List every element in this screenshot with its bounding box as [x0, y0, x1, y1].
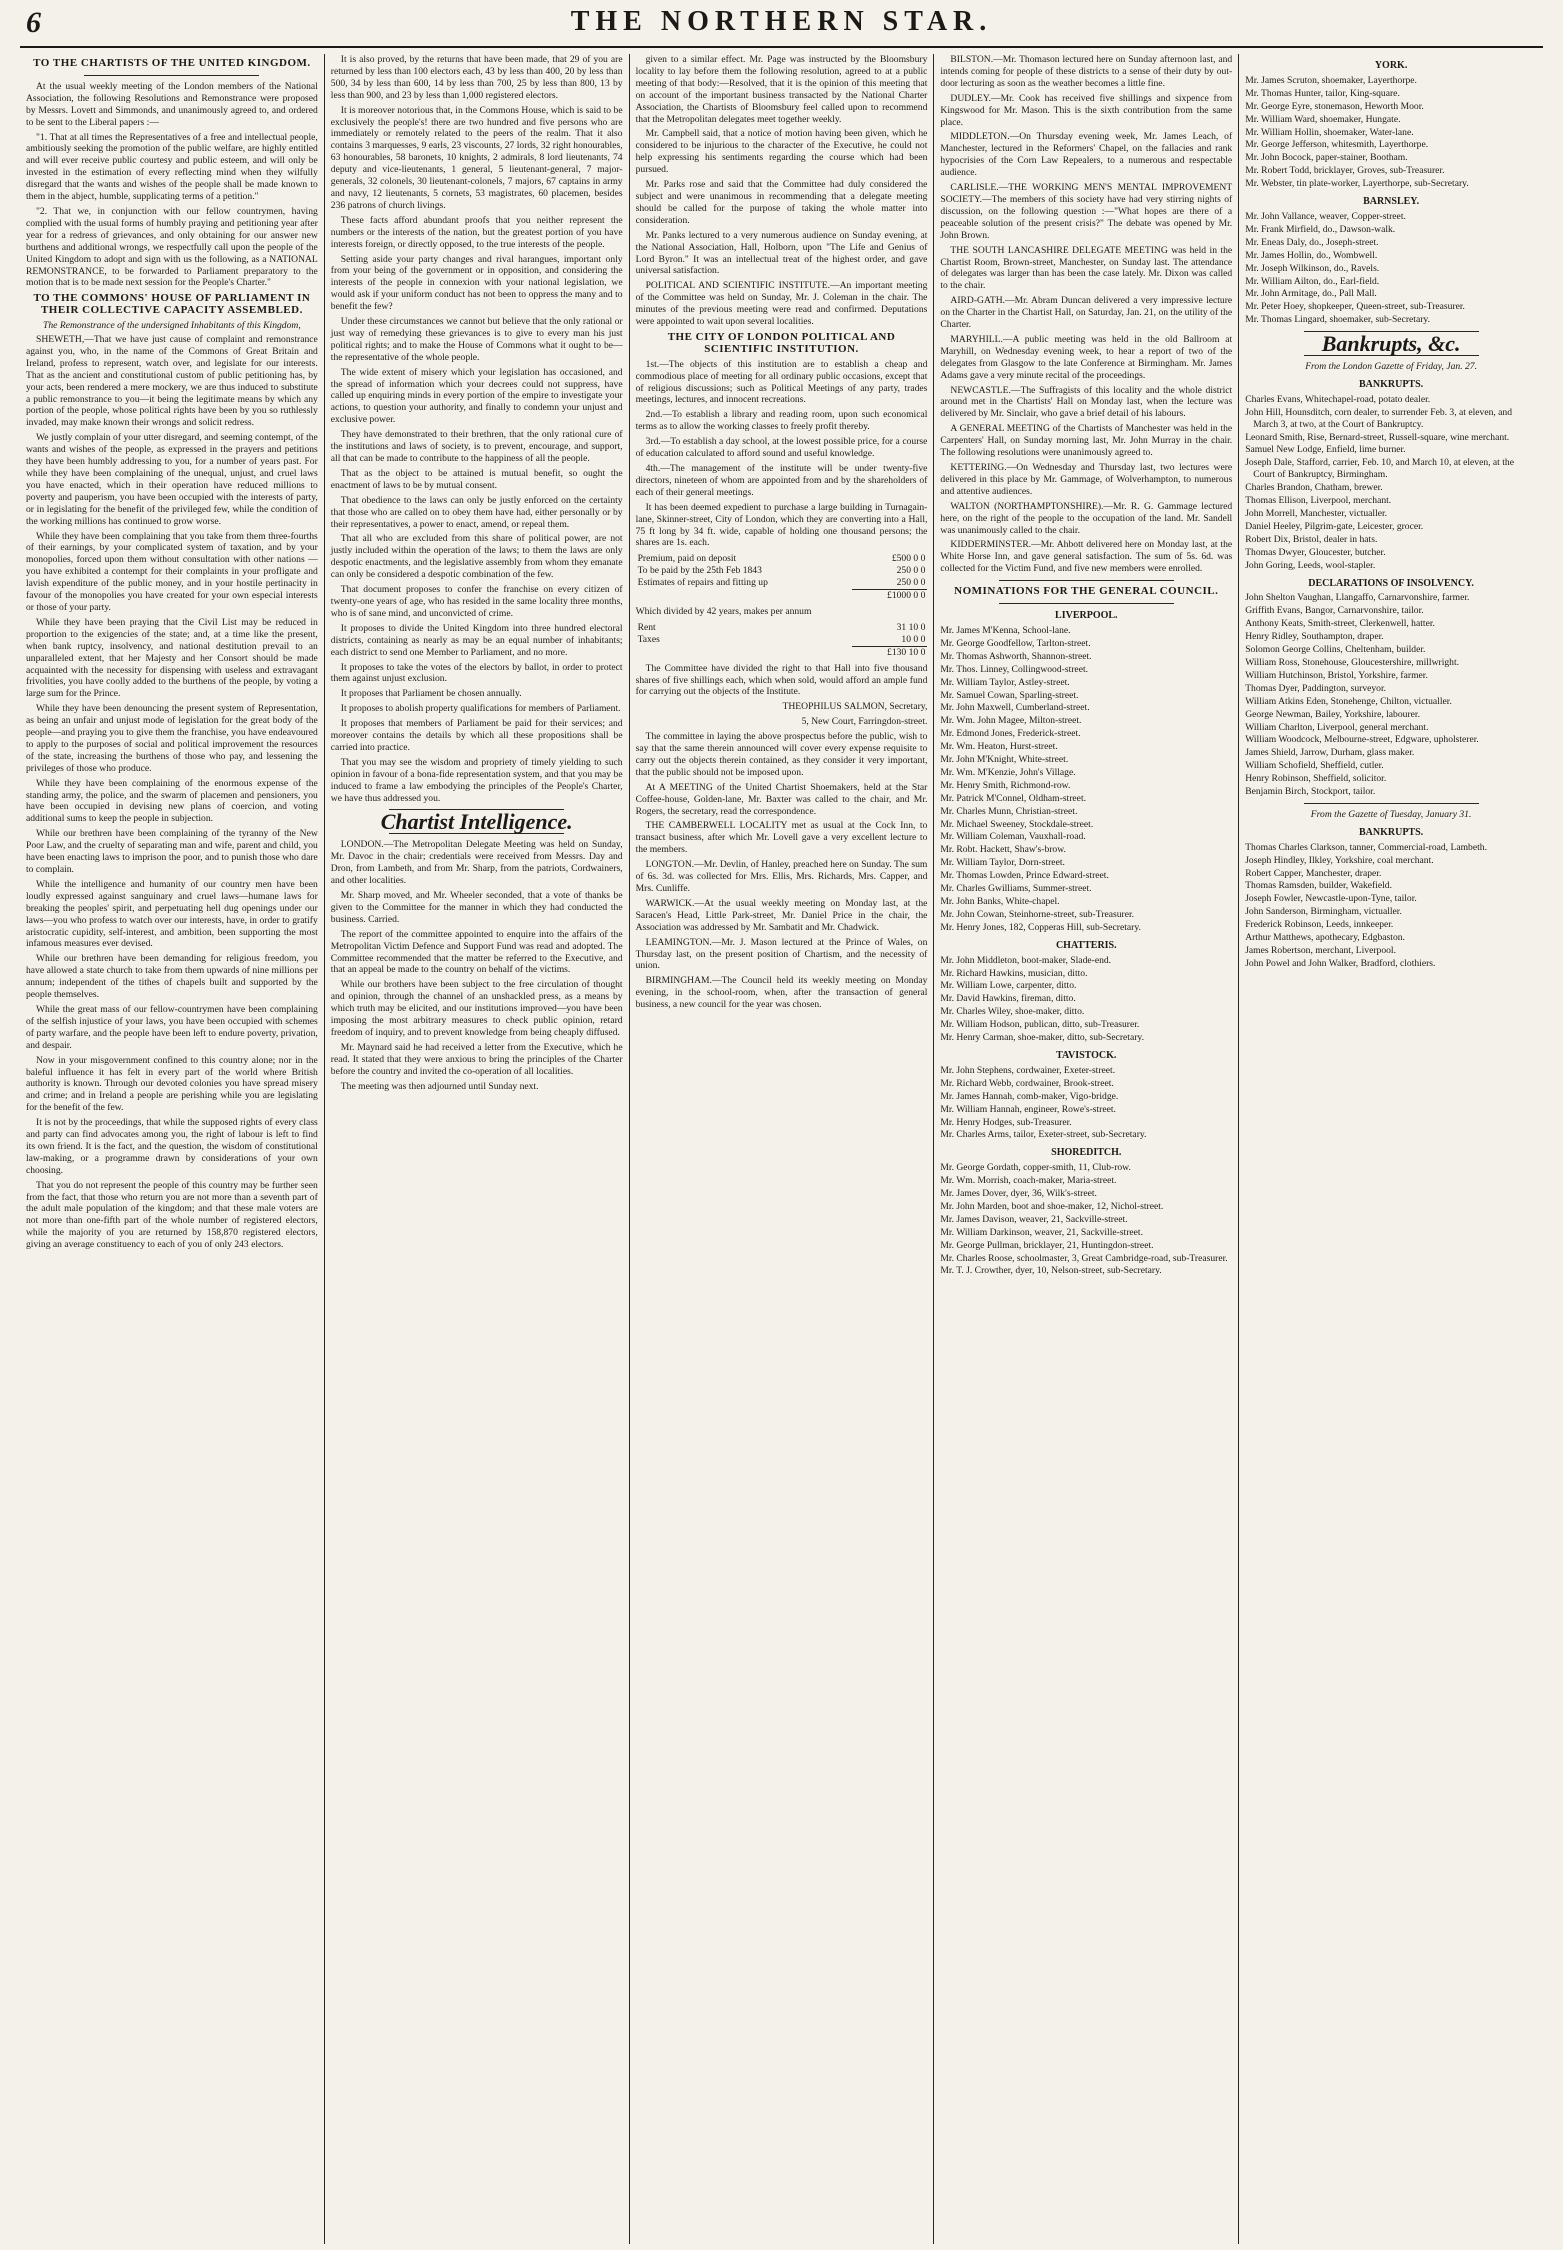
paragraph: The wide extent of misery which your legislation has occasioned, and the spread of information which your decrees could not suppress, have called up enquiring minds in every portion of the empire to investigate your actions, to question your authority, and finally to condemn your unjust and exclusive power. [330, 366, 623, 426]
nomination-list [1245, 211, 1537, 326]
nominee: Mr. John Stephens, cordwainer, Exeter-street. [940, 1064, 1116, 1076]
row-amount: 250 0 0 [896, 565, 926, 577]
list-heading: BARNSLEY. [1363, 196, 1420, 208]
bankrupt-entry: Joseph Fowler, Newcastle-upon-Tyne, tailor. [1245, 893, 1417, 905]
paragraph: At the usual weekly meeting of the London members of the National Association, the following Resolutions and Remonstrance were proposed by Messrs. Lovett and Simmonds, and unanimously agreed to, and ordered to be sent to the Liberal papers :— [26, 80, 318, 128]
row-label: Rent [637, 621, 656, 633]
paragraph: CARLISLE.—THE WORKING MEN'S MENTAL IMPROVEMENT SOCIETY.—The members of this society have had very stirring nights of discussion, on the following question :—"What hopes are there of a peaceable solution of the present crisis?" The debate was opened by Mr. John Brown. [940, 182, 1233, 241]
insolvency-entry: James Shield, Jarrow, Durham, glass maker. [1245, 747, 1415, 759]
insolvency-entry: William Hutchinson, Bristol, Yorkshire, farmer. [1245, 669, 1428, 681]
nominee: Mr. Peter Hoey, shopkeeper, Queen-street, sub-Treasurer. [1245, 301, 1465, 313]
column-3 [630, 54, 935, 2244]
paragraph: That all who are excluded from this share of political power, are not justly included within the operation of the laws; to them the laws are only despotic enactments, and the legislative assembly from whom they emanate can only be considered a despotic combination of the few. [330, 533, 623, 581]
paragraph: It is not by the proceedings, that while the supposed rights of every class and party can find advocates among you, the right of labour is left to find its own friend. It is the fact, and the question, the wisdom of constitutional law-making, or a programme drawn by considerations of your own choosing. [26, 1117, 318, 1176]
nominee: Mr. James Hannah, comb-maker, Vigo-bridge. [940, 1090, 1119, 1102]
row-label: Premium, paid on deposit [637, 553, 737, 565]
divider [1304, 803, 1479, 804]
bankrupt-entry: Thomas Dwyer, Gloucester, butcher. [1245, 546, 1386, 558]
paragraph: While they have been complaining that you take from them three-fourths of their earnings, by your complicated system of taxation, and by your monopolies, forced upon them without consultation with other nations —you have exhibited a contempt for their complaints in your profligate and lavish expenditure of the public money, and in your hostile pertinacity in favour of the monopolies you have created for your own especial interests or those of your party. [26, 530, 318, 613]
paragraph: While the intelligence and humanity of our country men have been loudly expressed against sanguinary and cruel laws—humane laws for breaking the peoples' spirit, and perpetuating hell dug openings under our laws—you who profess to watch over our interests, have, in order to gratify aristocratic cupidity, self-interest, and ambition, been supporting the most infamous measures ever devised. [26, 878, 318, 950]
bankrupt-list [1245, 394, 1537, 572]
insolvency-entry: Benjamin Birch, Stockport, tailor. [1245, 786, 1376, 798]
nominee: Mr. Henry Hodges, sub-Treasurer. [940, 1116, 1072, 1128]
divider [999, 580, 1174, 581]
row-amount: 31 10 0 [896, 621, 926, 633]
table-row [636, 622, 928, 634]
column-5 [1239, 54, 1543, 2244]
nominee: Mr. Thomas Lingard, shoemaker, sub-Secretary. [1245, 314, 1430, 326]
paragraph: That you may see the wisdom and propriety of timely yielding to such opinion in favour of a bona-fide representation system, and that you may be induced to frame a law embodying the principles of the People's Charter, we have thus addressed you. [330, 756, 623, 804]
bankrupt-list [1245, 842, 1537, 970]
nominee: Mr. Thomas Ashworth, Shannon-street. [940, 650, 1092, 662]
paragraph: 2nd.—To establish a library and reading room, upon such economical terms as to allow the working classes to freely profit thereby. [635, 409, 928, 433]
insolvency-entry: George Newman, Bailey, Yorkshire, labourer. [1245, 708, 1420, 720]
paragraph: THE CAMBERWELL LOCALITY met as usual at the Cock Inn, to transact business, after which Mr. Lovell gave a very excellent lecture to the members. [635, 820, 928, 856]
bankrupt-entry: Frederick Robinson, Leeds, innkeeper. [1245, 919, 1394, 931]
row-label: Estimates of repairs and fitting up [637, 577, 768, 589]
nomination-list [940, 625, 1232, 934]
insolvency-entry: Thomas Dyer, Paddington, surveyor. [1245, 682, 1387, 694]
bankrupt-entry: John Sanderson, Birmingham, victualler. [1245, 906, 1402, 918]
article-heading: NOMINATIONS FOR THE GENERAL COUNCIL. [954, 585, 1219, 598]
nomination-list [940, 955, 1232, 1044]
nominee: Mr. George Goodfellow, Tarlton-street. [940, 637, 1091, 649]
nominee: Mr. James Dover, dyer, 36, Wilk's-street. [940, 1188, 1097, 1200]
bankrupt-entry: John Morrell, Manchester, victualler. [1245, 508, 1388, 519]
nominee: Mr. John Vallance, weaver, Copper-street. [1245, 210, 1406, 222]
row-amount: 10 0 0 [901, 633, 926, 645]
paragraph: WALTON (NORTHAMPTONSHIRE).—Mr. R. G. Gammage lectured here, on the right of the people to the occupation of the land. Mr. Sandell was unanimously called to the chair. [940, 500, 1233, 536]
paragraph: POLITICAL AND SCIENTIFIC INSTITUTE.—An important meeting of the Committee was held on Sunday, Mr. J. Coleman in the chair. The minutes of the previous meeting were read and confirmed. Deputations were appointed to wait upon several localities. [635, 280, 928, 328]
nominee: Mr. Thomas Lowden, Prince Edward-street. [940, 870, 1109, 882]
list-heading: SHOREDITCH. [1051, 1147, 1122, 1159]
insolvency-entry: Henry Ridley, Southampton, draper. [1245, 631, 1384, 643]
gazette-source: From the London Gazette of Friday, Jan. 27. [1305, 361, 1477, 373]
list-heading: CHATTERIS. [1055, 939, 1117, 951]
nominee: Mr. Thomas Hunter, tailor, King-square. [1245, 87, 1400, 99]
nominee: Mr. Edmond Jones, Frederick-street. [940, 728, 1081, 740]
nominee: Mr. Richard Hawkins, musician, ditto. [940, 967, 1088, 979]
bankrupt-entry: John Goring, Leeds, wool-stapler. [1245, 559, 1376, 571]
paragraph: Under these circumstances we cannot but believe that the only rational or just way of remedying these grievances is to give to every man his just political rights; and to make the House of Commons what it ought to be—the representative of the whole people. [330, 316, 623, 363]
list-heading: YORK. [1374, 60, 1408, 71]
paragraph: That you do not represent the people of this country may be further seen from the fact, that those who return you are not more than a seventh part of the adult male population of the kingdom; and that these male voters are not more than one-fifth part of the whole number of registered electors, while the majority of you are returned by 158,870 registered electors, giving an average constituency to each of you of only 243 electors. [26, 1179, 318, 1251]
section-title: Bankrupts, &c. [1321, 331, 1461, 357]
paragraph: While our brethren have been demanding for religious freedom, you have allowed a state church to take from them upwards of nine millions per annum; independent of the tithes of chapels built and supported by the people themselves. [26, 953, 318, 1001]
nominee: Mr. Samuel Cowan, Sparling-street. [940, 689, 1079, 701]
nominee: Mr. George Jefferson, whitesmith, Layerthorpe. [1245, 139, 1429, 151]
nomination-list [1245, 75, 1537, 190]
paragraph: While they have been denouncing the present system of Representation, as being an unfair and unjust mode of legislation for the great body of the people—and praying you to give them the franchise, you have endeavoured to apply to the purposes of social and political improvement the resources of the state, increasing the burthens of those who pay, and lessening the privileges of those who produce. [26, 703, 318, 774]
paragraph: That obedience to the laws can only be justly enforced on the certainty that those who are called on to obey them have had, either personally or by their representatives, a power to enact, amend, or repeal them. [330, 494, 623, 530]
nominee: Mr. Webster, tin plate-worker, Layerthorpe, sub-Secretary. [1245, 178, 1469, 190]
paragraph: LONDON.—The Metropolitan Delegate Meeting was held on Sunday, Mr. Davoc in the chair; credentials were received from Messrs. Day and Dron, from Lambeth, and from Mr. Sharp, from the patriots, Cordwainers, and other localities. [330, 839, 623, 887]
nominee: Mr. William Coleman, Vauxhall-road. [940, 831, 1086, 843]
paragraph: LONGTON.—Mr. Devlin, of Hanley, preached here on Sunday. The sum of 6s. 3d. was collected for Mrs. Ellis, Mrs. Richards, Mrs. Capper, and Mrs. Cunliffe. [635, 859, 928, 894]
nominee: Mr. James Scruton, shoemaker, Layerthorpe. [1245, 74, 1417, 86]
paragraph: AIRD-GATH.—Mr. Abram Duncan delivered a very impressive lecture on the Charter in the Chartist Hall, on Saturday, Jan. 21, on the utility of the Charter. [940, 295, 1233, 331]
nominee: Mr. John Cowan, Steinhorne-street, sub-Treasurer. [940, 908, 1135, 920]
nominee: Mr. Henry Carman, shoe-maker, ditto, sub-Secretary. [940, 1032, 1144, 1044]
nominee: Mr. John Armitage, do., Pall Mall. [1245, 288, 1377, 300]
estimate-note: Which divided by 42 years, makes per annum [635, 605, 812, 617]
column-2 [325, 54, 630, 2244]
list-heading: TAVISTOCK. [1056, 1049, 1117, 1061]
paragraph: While they have been praying that the Civil List may be reduced in proportion to the exigencies of the state; and, at a time like the present, when bank ruptcy, insolvency, and national destitution prevail to an unparalleled extent, that her Majesty and her Consort should be made acquainted with the necessity for dispensing with useless and extravagant frivolities, you have coolly added to the burthens of the people, by voting a large sum for the Prince. [26, 616, 318, 700]
insolvency-entry: Solomon George Collins, Cheltenham, builder. [1245, 644, 1426, 656]
paragraph: Mr. Panks lectured to a very numerous audience on Sunday evening, at the National Association, Hall, Holborn, upon "The Life and Genius of Lord Byron." It was an intellectual treat of the highest order, and gave universal satisfaction. [635, 229, 928, 277]
nominee: Mr. James Davison, weaver, 21, Sackville-street. [940, 1213, 1128, 1225]
paragraph: MIDDLETON.—On Thursday evening week, Mr. James Leach, of Manchester, lectured in the Reformers' Chapel, on the fallacies and rank hypocrisies of the Corn Law Repealers, to a numerous and respectable audience. [940, 131, 1233, 179]
divider [999, 603, 1174, 604]
paragraph: 1st.—The objects of this institution are to establish a cheap and commodious place of meeting for all ordinary public occasions, except that of religious discussions; such as Political Meetings of any party, trades meetings, lectures, and innocent recreations. [635, 358, 928, 406]
nominee: Mr. Thos. Linney, Collingwood-street. [940, 663, 1089, 675]
column-1 [20, 54, 325, 2244]
bankrupt-entry: Thomas Ellison, Liverpool, merchant. [1245, 495, 1392, 507]
bankrupt-entry: James Robertson, merchant, Liverpool. [1245, 945, 1396, 956]
paragraph: BIRMINGHAM.—The Council held its weekly meeting on Monday evening, in the school-room, when, after the transaction of general business, a new council for the year was chosen. [635, 975, 928, 1011]
nominee: Mr. John Middleton, boot-maker, Slade-end. [940, 954, 1112, 966]
insolvency-entry: Henry Robinson, Sheffield, solicitor. [1245, 773, 1387, 785]
paragraph: While the great mass of our fellow-countrymen have been complaining of the selfish injustice of your laws, you have been occupied with schemes of party warfare, and the people have been left to endure poverty, privation, and despair. [26, 1003, 318, 1051]
nominee: Mr. Eneas Daly, do., Joseph-street. [1245, 236, 1379, 248]
list-heading: LIVERPOOL. [1055, 610, 1118, 622]
insolvency-entry: William Charlton, Liverpool, general merchant. [1245, 721, 1429, 733]
paragraph: While our brothers have been subject to the free circulation of thought and opinion, through the channel of an unshackled press, as a means by which truth may be elicited, and our institutions improved—you have been imposing the most arbitrary measures to check public opinion, retard freedom of inquiry, and to prevent knowledge from being cheaply diffused. [330, 979, 623, 1038]
nominee: Mr. John M'Knight, White-street. [940, 754, 1069, 766]
paragraph: That as the object to be attained is mutual benefit, so ought the enactment of laws to be by mutual consent. [330, 467, 623, 491]
insolvency-entry: William Atkins Eden, Stonehenge, Chilton, victualler. [1245, 695, 1452, 707]
nomination-list [940, 1162, 1232, 1277]
paragraph: NEWCASTLE.—The Suffragists of this locality and the whole district around met in the Chartists' Hall on Monday last, when the lecture was delivered by Mr. Sinclair, who gave a brief detail of his labours. [940, 384, 1233, 420]
signature: THEOPHILUS SALMON, Secretary, [782, 701, 928, 713]
column-4 [934, 54, 1239, 2244]
insolvency-entry: William Schofield, Sheffield, cutler. [1245, 760, 1384, 772]
paragraph: WARWICK.—At the usual weekly meeting on Monday last, at the Saracen's Head, Little Park-street, Mr. Daniel Price in the chair, the Association was addressed by Mr. Sambatit and Mr. Chadwick. [635, 897, 928, 933]
paragraph: "2. That we, in conjunction with our fellow countrymen, having complied with the usual forms of humbly praying and petitioning year after year for a redress of grievances, and only obtaining for our answer new burthens and additional wrongs, we respectfully call upon the people of the United Kingdom to adopt and sign with us the following, as a NATIONAL REMONSTRANCE, to be forwarded to Parliament preparatory to the motion that is to be made next session for the People's Charter." [26, 205, 318, 289]
insolvency-entry: Anthony Keats, Smith-street, Clerkenwell, hatter. [1245, 618, 1435, 630]
paragraph: BILSTON.—Mr. Thomason lectured here on Sunday afternoon last, and intends coming for people of these districts to a sense of their duty by out-door lecturing as soon as the weather becomes a little fine. [940, 54, 1233, 89]
bankrupt-entry: Leonard Smith, Rise, Bernard-street, Russell-square, wine merchant. [1245, 431, 1510, 443]
bankrupt-entry: Thomas Ramsden, builder, Wakefield. [1245, 880, 1392, 892]
nominee: Mr. John Marden, boot and shoe-maker, 12, Nichol-street. [940, 1200, 1164, 1212]
insolvency-entry: Griffith Evans, Bangor, Carnarvonshire, tailor. [1245, 605, 1424, 617]
paragraph: "1. That at all times the Representatives of a free and intellectual people, ambitiously seeking the promotion of the public welfare, are highly entitled and will ever receive public courtesy and public esteem, and will only be invested in the estimation of every reflecting mind when they wilfully disregard that the wants and wishes of the people shall be made known to them in the abject, humble, supplicating terms of a petition." [26, 131, 318, 203]
article-heading: TO THE CHARTISTS OF THE UNITED KINGDOM. [33, 57, 311, 69]
paragraph: SHEWETH,—That we have just cause of complaint and remonstrance against you, who, in the name of the Commons of Great Britain and Ireland, profess to represent, watch over, and legislate for our interests. That as the ancient and constitutional custom of public petitioning has, by your acts, been rendered a mere mockery, we are thus induced to substitute a public remonstrance to you—it being the legitimate means by which any portion of the people, whose political rights have been by you so ruthlessly invaded, may make known their wrongs and solicit redress. [26, 334, 318, 429]
nominee: Mr. William Darkinson, weaver, 21, Sackville-street. [940, 1226, 1143, 1238]
paragraph: It proposes that Parliament be chosen annually. [340, 688, 522, 700]
paragraph: MARYHILL.—A public meeting was held in the old Ballroom at Maryhill, on Wednesday evening week, to hear a report of two of the delegates from Glasgow to the late Conference at Birmingham. Mr. James Adams gave a very minute recital of the proceedings. [940, 333, 1233, 381]
list-heading: DECLARATIONS OF INSOLVENCY. [1308, 577, 1474, 589]
nominee: Mr. James M'Kenna, School-lane. [940, 624, 1071, 636]
table-row [636, 565, 928, 577]
nominee: Mr. Patrick M'Connel, Oldham-street. [940, 792, 1087, 804]
paragraph: They have demonstrated to their brethren, that the only rational cure of the institutions and laws of society, is to prevent, encourage, and support, all that can be made to contribute to the happiness of all the people. [330, 429, 623, 464]
nominee: Mr. Joseph Wilkinson, do., Ravels. [1245, 262, 1380, 274]
paragraph: It is also proved, by the returns that have been made, that 29 of you are returned by less than 100 electors each, 43 by less than 400, 20 by less than 500, 34 by less than 600, 14 by less than 700, 25 by less than 800, 13 by less than 900, and 23 by less than 1,000 registered electors. [330, 54, 623, 101]
paragraph: KIDDERMINSTER.—Mr. Ahbott delivered here on Monday last, at the White Horse Inn, and gave general satisfaction. The sum of 5s. 6d. was collected for the Victim Fund, and five new members were enrolled. [940, 539, 1233, 575]
gazette-source: From the Gazette of Tuesday, January 31. [1310, 808, 1472, 820]
nominee: Mr. John Bocock, paper-stainer, Bootham. [1245, 152, 1408, 164]
paragraph: KETTERING.—On Wednesday and Thursday last, two lectures were delivered in this place by Mr. Gammage, of Wolverhampton, to numerous and attentive audiences. [940, 462, 1233, 497]
insolvency-entry: William Woodcock, Melbourne-street, Edgware, upholsterer. [1245, 734, 1479, 746]
paragraph: Mr. Campbell said, that a notice of motion having been given, which he considered to be injurious to the character of the Executive, he could not help expressing his sentiments regarding the course which had been pursued. [635, 128, 928, 176]
paragraph: given to a similar effect. Mr. Page was instructed by the Bloomsbury locality to lay before them the following resolution, agreed to at a public meeting of that body:—Resolved, that it is the opinion of this meeting that on account of the important business transacted by the National Charter Association, the Chartists of Bloomsbury feel called upon to recommend that the Metropolitan delegates meet together weekly. [635, 54, 928, 125]
estimate-total: £1000 0 0 [852, 590, 928, 602]
nominee: Mr. William Ward, shoemaker, Hungate. [1245, 113, 1401, 125]
nominee: Mr. Wm. Morrish, coach-maker, Maria-street. [940, 1175, 1117, 1187]
paragraph: 3rd.—To establish a day school, at the lowest possible price, for a course of education calculated to afford sound and useful knowledge. [635, 436, 928, 460]
row-amount: 250 0 0 [896, 577, 926, 589]
list-heading: BANKRUPTS. [1358, 826, 1424, 838]
list-heading: BANKRUPTS. [1358, 378, 1424, 390]
row-label: To be paid by the 25th Feb 1843 [637, 565, 762, 577]
paragraph: It proposes to divide the United Kingdom into three hundred electoral districts, containing as nearly as may be an equal number of inhabitants; each district to send one Member to Parliament, and no more. [330, 622, 623, 658]
nominee: Mr. William Ailton, do., Earl-field. [1245, 275, 1380, 287]
nominee: Mr. William Taylor, Astley-street. [940, 676, 1070, 688]
nominee: Mr. William Taylor, Dorn-street. [940, 857, 1065, 869]
divider [84, 75, 259, 76]
section-title: Chartist Intelligence. [380, 809, 573, 835]
newspaper-title: THE NORTHERN STAR. [570, 6, 993, 37]
paragraph: These facts afford abundant proofs that you neither represent the numbers or the interests of the nation, but the greatest portion of you have interests foreign, or directly opposed, to the true interests of the people. [330, 214, 623, 250]
paragraph: A GENERAL MEETING of the Chartists of Manchester was held in the Carpenters' Hall, on Sunday morning last, Mr. John Murray in the chair. The following resolutions were unanimously agreed to. [940, 423, 1233, 459]
estimate-table [636, 553, 928, 602]
nominee: Mr. Charles Gwilliams, Summer-street. [940, 883, 1092, 895]
insolvency-entry: William Ross, Stonehouse, Gloucestershire, millwright. [1245, 656, 1460, 668]
annual-total: £130 10 0 [852, 646, 928, 658]
columns [20, 54, 1543, 2244]
nominee: Mr. James Hollin, do., Wombwell. [1245, 249, 1378, 261]
nominee: Mr. Richard Webb, cordwainer, Brook-street. [940, 1077, 1114, 1089]
nominee: Mr. Charles Roose, schoolmaster, 3, Great Cambridge-road, sub-Treasurer. [940, 1252, 1228, 1264]
paragraph: DUDLEY.—Mr. Cook has received five shillings and sixpence from Kingswood for Mr. Mason. This is the sixth contribution from the same place. [940, 92, 1233, 128]
paragraph: Setting aside your party changes and rival harangues, important only from your being of the government or in opposition, and considering the interests of the people in connexion with your national legislation, we would ask if your uniform conduct has not been to oppress the many and to benefit the few? [330, 253, 623, 313]
row-amount: £500 0 0 [891, 553, 926, 565]
article-heading: TO THE COMMONS' HOUSE OF PARLIAMENT IN THEIR COLLECTIVE CAPACITY ASSEMBLED. [33, 292, 311, 317]
bankrupt-entry: Joseph Dale, Stafford, carrier, Feb. 10, and March 10, at eleven, at the Court of Bankruptcy, Birmingham. [1245, 457, 1514, 481]
bankrupt-entry: Thomas Charles Clarkson, tanner, Commercial-road, Lambeth. [1245, 841, 1487, 853]
article-heading: THE CITY OF LONDON POLITICAL AND SCIENTIFIC INSTITUTION. [667, 330, 896, 355]
bankrupt-entry: Arthur Matthews, apothecary, Edgbaston. [1245, 932, 1405, 944]
table-row [636, 634, 928, 646]
nominee: Mr. George Gordath, copper-smith, 11, Club-row. [940, 1162, 1131, 1174]
nominee: Mr. Wm. John Magee, Milton-street. [940, 715, 1082, 727]
nominee: Mr. William Hannah, engineer, Rowe's-street. [940, 1103, 1116, 1115]
paragraph: While they have been complaining of the enormous expense of the standing army, the police, and the swarm of placemen and pensioners, you have been occupied in devising new plans of coercion, and voting additional sums to keep the people in subjection. [26, 777, 318, 825]
row-label: Taxes [637, 634, 660, 646]
bankrupt-entry: Samuel New Lodge, Enfield, lime burner. [1245, 444, 1406, 456]
insolvency-entry: John Shelton Vaughan, Llangaffo, Carnarvonshire, farmer. [1245, 592, 1470, 604]
bankrupt-entry: Robert Dix, Bristol, dealer in hats. [1245, 533, 1378, 545]
masthead [20, 0, 1543, 48]
subheading: The Remonstrance of the undersigned Inhabitants of this Kingdom, [43, 320, 301, 332]
nominee: Mr. Henry Smith, Richmond-row. [940, 779, 1071, 791]
table-row [636, 553, 928, 565]
paragraph: That document proposes to confer the franchise on every citizen of twenty-one years of age, who has resided in the same locality three months, who is of sane mind, and unconvicted of crime. [330, 584, 623, 619]
paragraph: LEAMINGTON.—Mr. J. Mason lectured at the Prince of Wales, on Thursday last, on the present position of Chartism, and the necessity of union. [635, 936, 928, 972]
bankrupt-entry: John Hill, Hounsditch, corn dealer, to surrender Feb. 3, at eleven, and March 3, at two, at the Court of Bankruptcy. [1245, 406, 1513, 430]
table-row [636, 577, 928, 589]
paragraph: It has been deemed expedient to purchase a large building in Turnagain-lane, Skinner-street, City of London, which they are converting into a Hall, 75 ft long by 34 ft. wide, capable of holding one thousand persons; the shares are 1s. each. [635, 501, 928, 549]
bankrupt-entry: Charles Brandon, Chatham, brewer. [1245, 482, 1383, 494]
paragraph: It proposes to take the votes of the electors by ballot, in order to protect them against unjust exclusion. [330, 661, 623, 685]
paragraph: 4th.—The management of the institute will be under twenty-five directors, nineteen of whom are appointed from and by the shareholders of each of their general meetings. [635, 463, 928, 498]
nominee: Mr. David Hawkins, fireman, ditto. [940, 993, 1076, 1005]
bankrupt-entry: Joseph Hindley, Ilkley, Yorkshire, coal merchant. [1245, 854, 1434, 866]
paragraph: Mr. Sharp moved, and Mr. Wheeler seconded, that a vote of thanks be given to the Committee for the manner in which they had conducted the business. Carried. [330, 890, 623, 925]
nominee: Mr. William Hollin, shoemaker, Water-lane. [1245, 126, 1414, 138]
signature-address: 5, New Court, Farringdon-street. [801, 716, 928, 728]
nomination-list [940, 1065, 1232, 1141]
annual-table [636, 622, 928, 659]
paragraph: Mr. Parks rose and said that the Committee had duly considered the subject and were unanimous in recommending that a delegate meeting should be called for the purpose of taking the whole matter into consideration. [635, 179, 928, 226]
paragraph: The report of the committee appointed to enquire into the affairs of the Metropolitan Victim Defence and Support Fund was read and adopted. The Committee recommended that the matter be referred to the Executive, and that an appeal be made to the country on behalf of the victims. [330, 928, 623, 976]
nominee: Mr. Frank Mirfield, do., Dawson-walk. [1245, 223, 1396, 235]
nominee: Mr. Wm. Heaton, Hurst-street. [940, 741, 1058, 753]
bankrupt-entry: John Powel and John Walker, Bradford, clothiers. [1245, 957, 1436, 969]
paragraph: We justly complain of your utter disregard, and seeming contempt, of the wants and wishes of the people, as expressed in the prayers and petitions they have been humbly addressing to you, for a number of years past. For while they have been complaining of the unequal, unjust, and cruel laws you have enacted, which in their operation have reduced millions to poverty and pauperism, you have been occupied with the interests of party, or in legislating for the benefit of the privileged few, while the condition of the working millions has continued to grow worse. [26, 432, 318, 527]
nominee: Mr. Wm. M'Kenzie, John's Village. [940, 766, 1076, 778]
paragraph: It proposes to abolish property qualifications for members of Parliament. [340, 703, 621, 715]
paragraph: The committee in laying the above prospectus before the public, wish to say that the same therein announced will cover every expense requisite to carry out the objects therein contained, as they consider it very important, that the public should not be imposed upon. [635, 731, 928, 778]
nominee: Mr. George Pullman, bricklayer, 21, Huntingdon-street. [940, 1239, 1154, 1251]
page-number: 6 [26, 6, 41, 39]
nominee: Mr. Charles Arms, tailor, Exeter-street, sub-Secretary. [940, 1129, 1147, 1141]
nominee: Mr. John Maxwell, Cumberland-street. [940, 702, 1090, 714]
paragraph: The meeting was then adjourned until Sunday next. [340, 1080, 539, 1092]
paragraph: Mr. Maynard said he had received a letter from the Executive, which he read. It stated that they were anxious to bring the principles of the Charter before the country and invited the co-operation of all localities. [330, 1041, 623, 1077]
paragraph: While our brethren have been complaining of the tyranny of the New Poor Law, and the cruelty of separating man and wife, parent and child, you have been enacting laws to imprison the poor, and to punish those who dare to complain. [26, 828, 318, 875]
bankrupt-entry: Charles Evans, Whitechapel-road, potato dealer. [1245, 393, 1431, 405]
bankrupt-entry: Daniel Heeley, Pilgrim-gate, Leicester, grocer. [1245, 520, 1424, 532]
paragraph: The Committee have divided the right to that Hall into five thousand shares of five shillings each, which when sold, would afford an ample fund for carrying out the objects of the Institute. [635, 662, 928, 698]
nominee: Mr. Charles Munn, Christian-street. [940, 805, 1078, 817]
paragraph: At A MEETING of the United Chartist Shoemakers, held at the Star Coffee-house, Golden-lane, Mr. Baxter was called to the chair, and Mr. Rogers, the secretary, read the correspondence. [635, 781, 928, 817]
insolvency-list [1245, 592, 1537, 798]
nominee: Mr. Robert Todd, bricklayer, Groves, sub-Treasurer. [1245, 165, 1445, 177]
paragraph: Now in your misgovernment confined to this country alone; nor in the baleful influence it has felt in every part of the world where British authority is known. Through our devoted colonies you have spread misery and crime; and in Ireland a people are perishing while you are legislating for the benefit of the few. [26, 1054, 318, 1114]
nominee: Mr. Michael Sweeney, Stockdale-street. [940, 818, 1094, 830]
nominee: Mr. John Banks, White-chapel. [940, 896, 1060, 907]
nominee: Mr. Robt. Hackett, Shaw's-brow. [940, 844, 1066, 856]
nominee: Mr. William Lowe, carpenter, ditto. [940, 980, 1077, 992]
nominee: Mr. T. J. Crowther, dyer, 10, Nelson-street, sub-Secretary. [940, 1265, 1162, 1277]
nominee: Mr. Henry Jones, 182, Copperas Hill, sub-Secretary. [940, 921, 1141, 933]
paragraph: THE SOUTH LANCASHIRE DELEGATE MEETING was held in the Chartist Room, Brown-street, Manchester, on Sunday last. The attendance of delegates was larger than has been the case lately. Mr. Dixon was called to the chair. [940, 244, 1233, 292]
nominee: Mr. Charles Wiley, shoe-maker, ditto. [940, 1006, 1085, 1018]
nominee: Mr. William Hodson, publican, ditto, sub-Treasurer. [940, 1019, 1140, 1031]
nominee: Mr. George Eyre, stonemason, Heworth Moor. [1245, 100, 1424, 112]
paragraph: It is moreover notorious that, in the Commons House, which is said to be exclusively the people's! there are two hundred and five persons who are immediately or remotely related to the peers of the realm. That it also contains 3 marquesses, 9 earls, 23 viscounts, 27 lords, 32 right honourables, 63 honourables, 58 baronets, 10 knights, 2 admirals, 8 lord lieutenants, 74 deputy and vice-lieutenants, 1 general, 5 lieutenant-general, 7 major-generals, 32 colonels, 30 lieutenant-colonels, 7 majors, 67 captains in army and navy, 12 lieutenants, 5 cornets, 53 magistrates, 60 placemen, besides 236 patrons of church livings. [330, 104, 623, 211]
bankrupt-entry: Robert Capper, Manchester, draper. [1245, 867, 1382, 879]
paragraph: It proposes that members of Parliament be paid for their services; and moreover contains the details by which all these propositions shall be carried into practice. [330, 718, 623, 753]
